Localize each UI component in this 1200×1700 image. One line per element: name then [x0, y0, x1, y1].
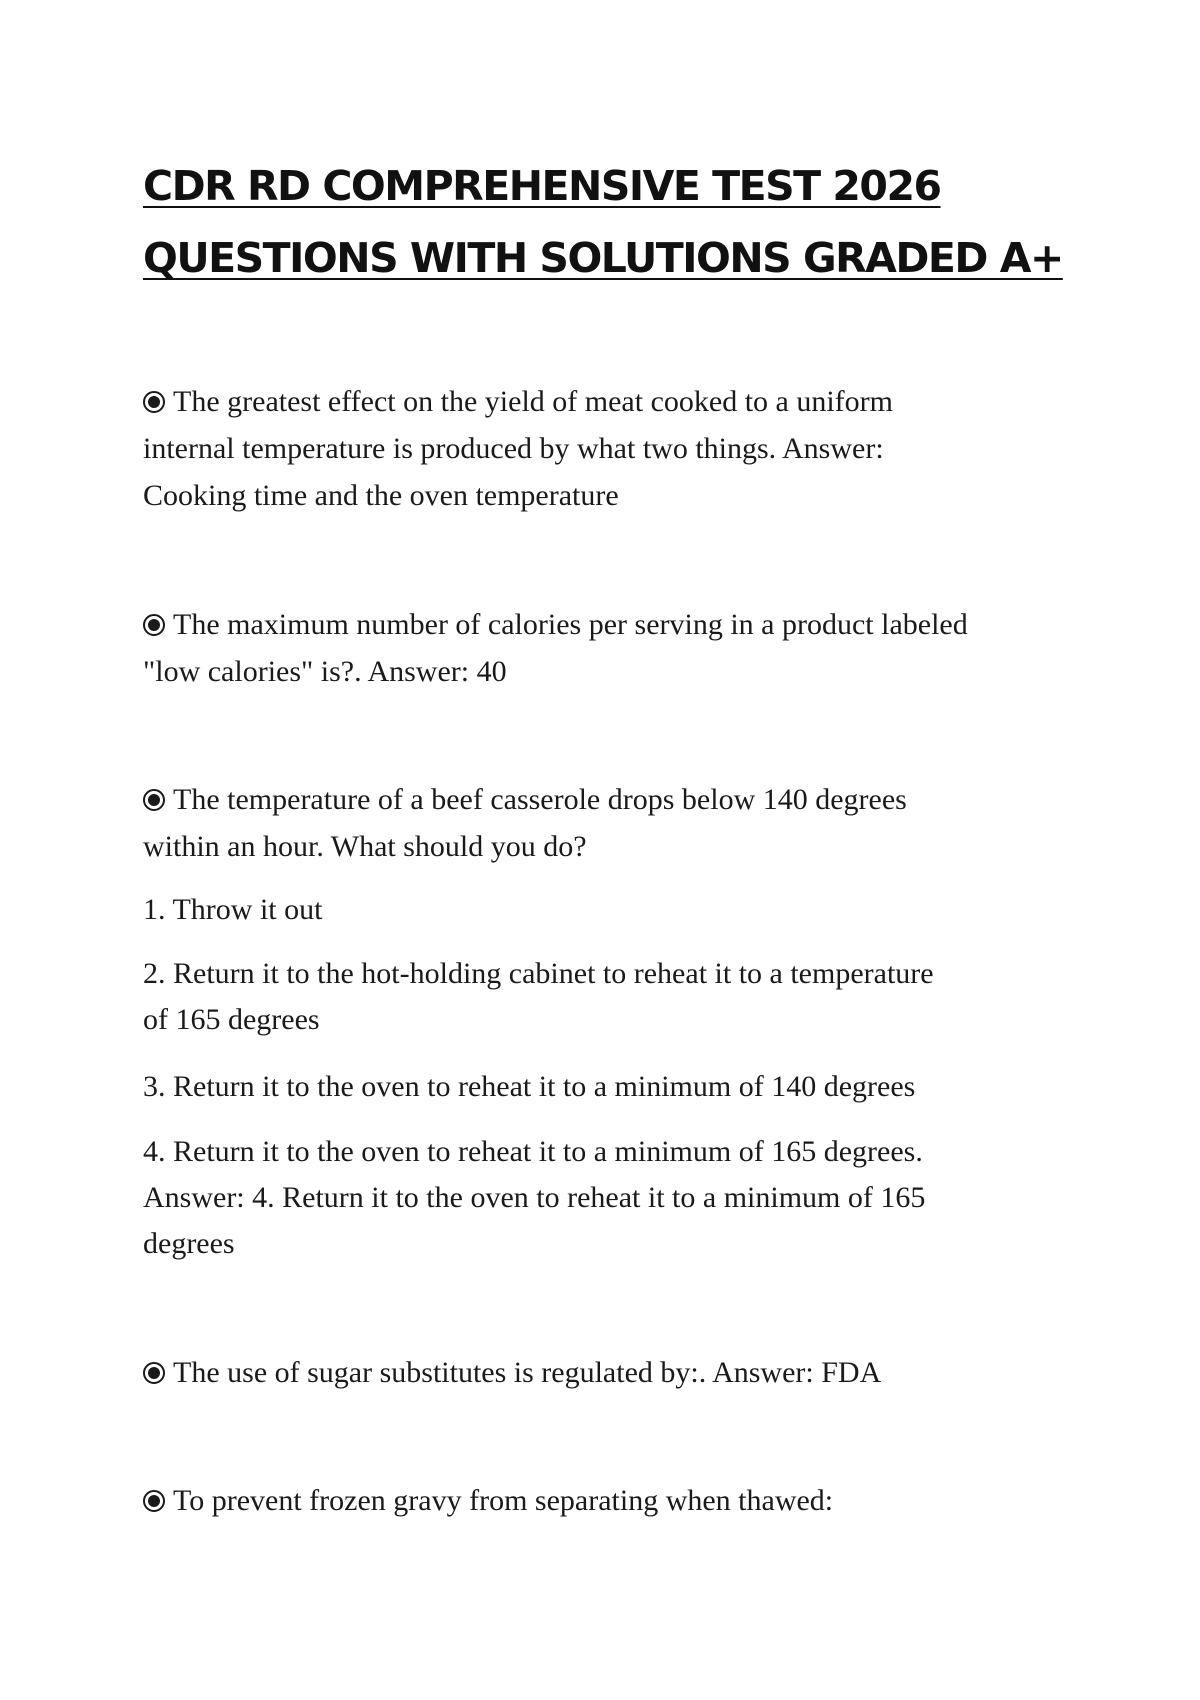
- question-text: The use of sugar substitutes is regulated by:. Answer: FDA: [173, 1356, 882, 1389]
- question-2: [143, 601, 1093, 695]
- answer-option-1: 1. Throw it out: [143, 893, 323, 926]
- radio-bullet-icon: [143, 614, 165, 636]
- answer-option-4: 4. Return it to the oven to reheat it to a minimum of 165 degrees. Answer: 4. Return it to the oven to reheat it to a minimum of 165 degrees: [143, 1135, 926, 1260]
- question-text: Cooking time and the oven temperature: [143, 479, 619, 512]
- answer-option-2: 2. Return it to the hot-holding cabinet to reheat it to a temperature of 165 degrees: [143, 957, 934, 1036]
- question-text: The temperature of a beef casserole drops below 140 degrees: [173, 783, 907, 816]
- radio-bullet-icon: [143, 1362, 165, 1384]
- question-5: [143, 1477, 1093, 1524]
- title-line-1: CDR RD COMPREHENSIVE TEST 2026: [143, 162, 941, 210]
- title-line-2: QUESTIONS WITH SOLUTIONS GRADED A+: [143, 234, 1063, 282]
- question-1: [143, 378, 1093, 519]
- radio-bullet-icon: [143, 1490, 165, 1512]
- answer-option-3: 3. Return it to the oven to reheat it to a minimum of 140 degrees: [143, 1070, 916, 1103]
- question-3: [143, 776, 1093, 870]
- question-text: within an hour. What should you do?: [143, 830, 587, 863]
- question-text: To prevent frozen gravy from separating when thawed:: [173, 1484, 834, 1517]
- question-text: internal temperature is produced by what two things. Answer:: [143, 432, 884, 465]
- question-text: The maximum number of calories per serving in a product labeled: [173, 608, 968, 641]
- question-4: [143, 1349, 1093, 1396]
- radio-bullet-icon: [143, 789, 165, 811]
- question-text: "low calories" is?. Answer: 40: [143, 655, 507, 688]
- radio-bullet-icon: [143, 391, 165, 413]
- question-text: The greatest effect on the yield of meat cooked to a uniform: [173, 385, 893, 418]
- document-title: [143, 150, 1063, 294]
